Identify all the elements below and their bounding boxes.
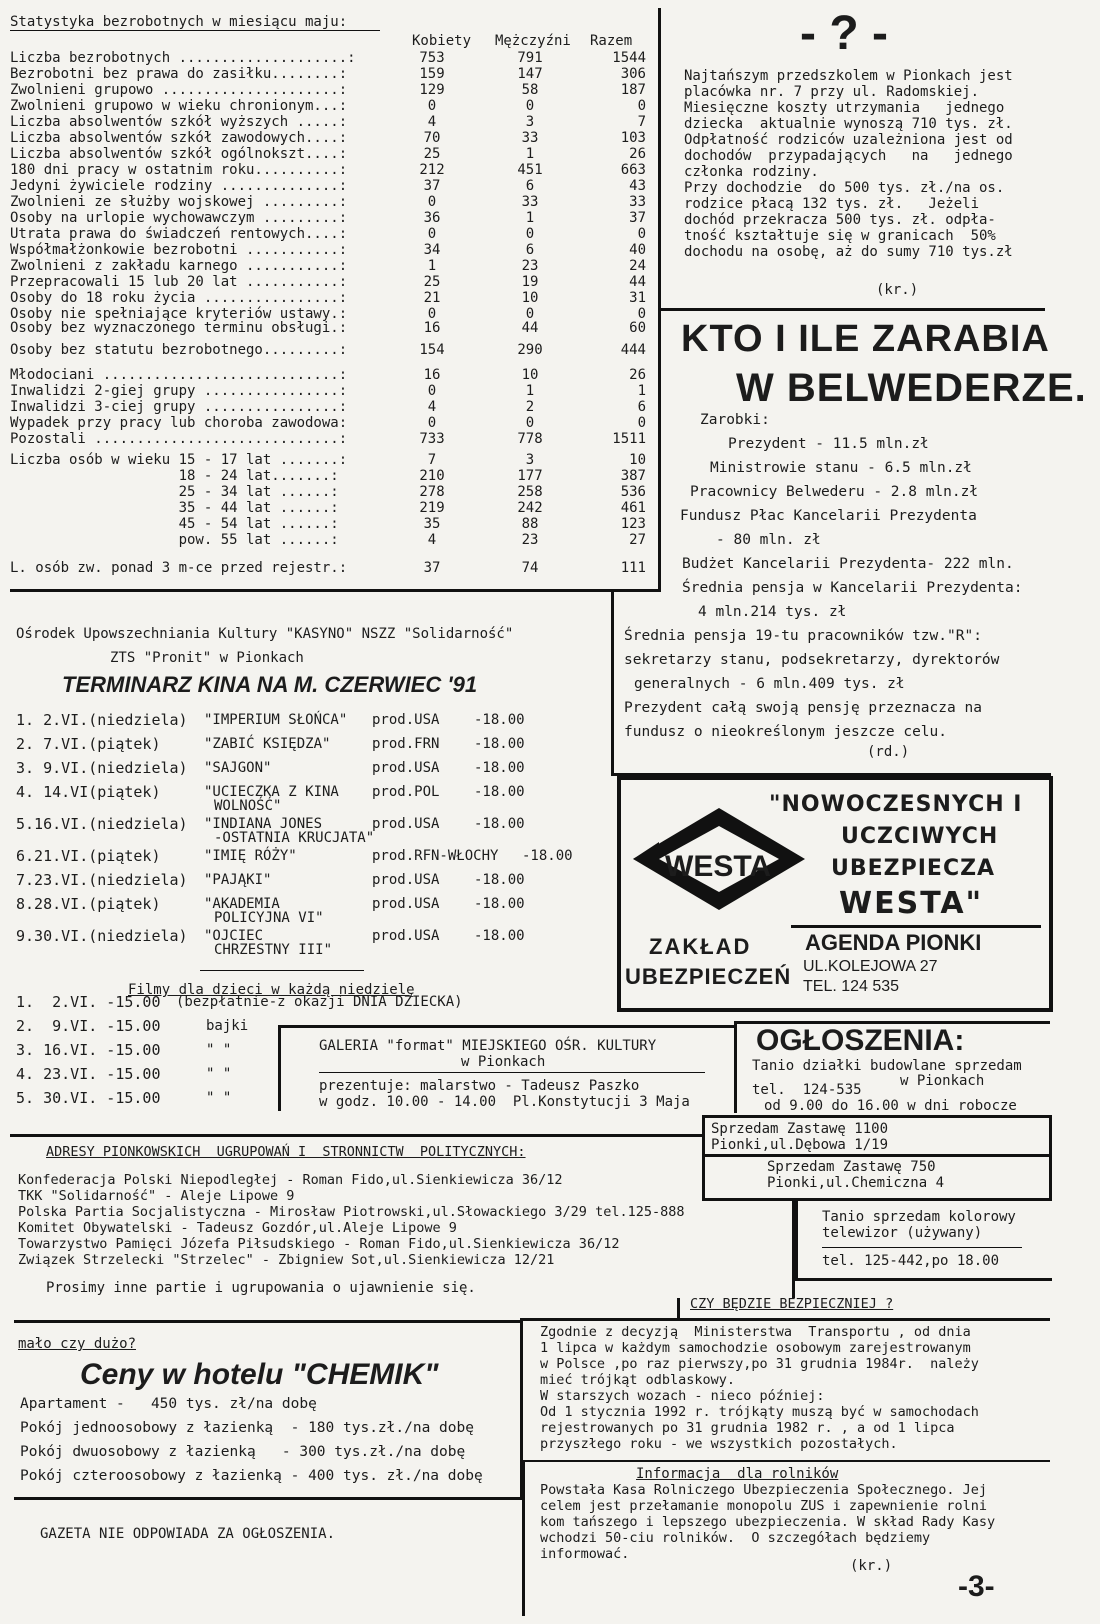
question-line: dochodów przypadających na jednego: [684, 148, 1013, 164]
stats-row-label: Liczba absolwentów szkół zawodowych....:: [10, 130, 348, 146]
safety-line: Od 1 stycznia 1992 r. trójkąty muszą być w samochodach: [540, 1404, 979, 1420]
stats-row-men: 0: [525, 306, 535, 322]
stats-row-label: Osoby na urlopie wychowawczym .........:: [10, 210, 348, 226]
ad1-line-1: Tanio działki budowlane sprzedam: [752, 1058, 1022, 1074]
stats-row-men: 451: [517, 162, 543, 178]
film-title: "INDIANA JONES: [204, 816, 323, 832]
ad3-box: [702, 1157, 1052, 1201]
galeria-line-4: w godz. 10.00 - 14.00 Pl.Konstytucji 3 Maja: [319, 1094, 690, 1110]
stats-row-men: 74: [521, 560, 539, 576]
galeria-line-2: w Pionkach: [461, 1054, 546, 1070]
kids-date: 2. 9.VI. -15.00: [16, 1017, 161, 1035]
kids-date: 1. 2.VI. -15.00: [16, 993, 161, 1011]
question-line: dochód przekracza 500 tys. zł. odpła-: [684, 212, 996, 228]
stats-row-total: 60: [629, 320, 646, 336]
kids-date: 3. 16.VI. -15.00: [16, 1041, 161, 1059]
stats-header-men: Mężczyźni: [495, 33, 571, 49]
film-time: -18.00: [474, 736, 525, 752]
stats-row-label: Liczba bezrobotnych ....................:: [10, 50, 356, 66]
stats-row-total: 1511: [612, 431, 646, 447]
belweder-line: Fundusz Płac Kancelarii Prezydenta: [680, 508, 977, 524]
kids-note: " ": [206, 1042, 232, 1058]
party-line: Towarzystwo Pamięci Józefa Piłsudskiego - Roman Fido,ul.Sienkiewicza 36/12: [18, 1236, 620, 1252]
stats-row-total: 6: [637, 399, 646, 415]
farmers-text: [540, 1482, 995, 1562]
stats-row-label: 25 - 34 lat ......:: [10, 484, 339, 500]
stats-row-label: Zwolnieni grupowo .....................:: [10, 82, 348, 98]
party-line: Komitet Obywatelski - Tadeusz Gozdór,ul.Aleje Lipowe 9: [18, 1220, 457, 1236]
stats-row-label: Osoby do 18 roku życia ................:: [10, 290, 348, 306]
belweder-line: sekretarzy stanu, podsekretarzy, dyrektorów: [624, 652, 1000, 668]
kids-title: Filmy dla dzieci w każdą niedzielę: [128, 982, 415, 998]
farmers-line: Powstała Kasa Rolniczego Ubezpieczenia Społecznego. Jej: [540, 1482, 988, 1498]
film-time: -18.00: [474, 760, 525, 776]
stats-row-women: 21: [423, 290, 441, 306]
stats-row-men: 177: [517, 468, 543, 484]
film-date: 4. 14.VI(piątek): [16, 783, 161, 801]
question-line: dziecka aktualnie wynoszą 710 tys. zł.: [684, 116, 1013, 132]
party-line: Polska Partia Socjalistyczna - Mirosław Piotrowski,ul.Słowackiego 3/29 tel.125-888: [18, 1204, 685, 1220]
stats-row-men: 290: [517, 342, 543, 358]
hotel-price-line: Apartament - 450 tys. zł/na dobę: [20, 1396, 317, 1412]
ad4-box: [795, 1201, 1052, 1281]
question-line: placówka nr. 7 przy ul. Radomskiej.: [684, 84, 980, 100]
belweder-line: Prezydent całą swoją pensję przeznacza na: [624, 700, 982, 716]
stats-row-men: 147: [517, 66, 543, 82]
question-title: - ? -: [800, 7, 888, 60]
parties-title: ADRESY PIONKOWSKICH UGRUPOWAŃ I STRONNICTW POLITYCZNYCH:: [46, 1144, 526, 1160]
kids-note: (bezpłatnie-z okazji DNIA DZIECKA): [176, 994, 463, 1010]
stats-row-label: Przepracowali 15 lub 20 lat ...........:: [10, 274, 348, 290]
stats-row-label: 18 - 24 lat.......:: [10, 468, 339, 484]
kids-note: bajki: [206, 1018, 249, 1034]
stats-row-total: 43: [629, 178, 646, 194]
stats-row-total: 111: [620, 560, 646, 576]
stats-row-women: 0: [427, 226, 437, 242]
film-date: 8.28.VI.(piątek): [16, 895, 161, 913]
stats-row-women: 753: [419, 50, 445, 66]
disclaimer: GAZETA NIE ODPOWIADA ZA OGŁOSZENIA.: [40, 1526, 336, 1542]
film-title-cont: CHRZESTNY III": [214, 942, 333, 958]
stats-row-men: 1: [525, 210, 535, 226]
westa-slogan-4: WESTA": [839, 886, 984, 921]
film-date: 5.16.VI.(niedziela): [16, 815, 188, 833]
westa-slogan-3: UBEZPIECZA: [831, 856, 996, 881]
stats-row-men: 0: [525, 98, 535, 114]
stats-row-men: 258: [517, 484, 543, 500]
film-title: "PAJĄKI": [204, 872, 272, 888]
stats-row-label: Zwolnieni ze służby wojskowej .........:: [10, 194, 348, 210]
film-title: "UCIECZKA Z KINA: [204, 784, 339, 800]
question-line: Przy dochodzie do 500 tys. zł./na os.: [684, 180, 1005, 196]
ads-title: OGŁOSZENIA:: [756, 1024, 965, 1057]
film-title: "IMPERIUM SŁOŃCA": [204, 712, 348, 728]
safety-text: [540, 1324, 979, 1452]
galeria-line-1: GALERIA "format" MIEJSKIEGO OŚR. KULTURY: [319, 1038, 657, 1054]
stats-row-label: Jedyni żywiciele rodziny ..............:: [10, 178, 348, 194]
stats-row-label: 35 - 44 lat ......:: [10, 500, 339, 516]
galeria-line-3: prezentuje: malarstwo - Tadeusz Paszko: [319, 1078, 640, 1094]
stats-row-men: 3: [525, 114, 535, 130]
farmers-line: wchodzi 50-ciu rolników. O szczegółach będziemy: [540, 1530, 931, 1546]
stats-row-label: Inwalidzi 3-ciej grupy ................:: [10, 399, 348, 415]
kids-date: 5. 30.VI. -15.00: [16, 1089, 161, 1107]
question-line: rodzice płacą 132 tys. zł. Jeżeli: [684, 196, 980, 212]
stats-row-women: 16: [423, 320, 441, 336]
galeria-box: [278, 1025, 734, 1111]
farmers-title: Informacja dla rolników: [636, 1466, 839, 1482]
question-line: tność kształtuje się w granicach 50%: [684, 228, 996, 244]
ad2-line-2: Pionki,ul.Dębowa 1/19: [711, 1137, 889, 1153]
stats-row-label: Osoby bez wyznaczonego terminu obsługi.:: [10, 320, 348, 336]
party-line: TKK "Solidarność" - Aleje Lipowe 9: [18, 1188, 295, 1204]
stats-row-label: Liczba osób w wieku 15 - 17 lat .......:: [10, 452, 348, 468]
stats-title: Statystyka bezrobotnych w miesiącu maju:: [10, 14, 348, 30]
film-date: 6.21.VI.(piątek): [16, 847, 161, 865]
film-prod: prod.POL: [372, 784, 440, 800]
stats-row-men: 19: [521, 274, 539, 290]
stats-header-women: Kobiety: [412, 33, 472, 49]
belweder-title-line2: W BELWEDERZE.: [736, 366, 1087, 410]
belweder-line: Prezydent - 11.5 mln.zł: [728, 436, 929, 452]
ad1-line-3: tel. 124-535: [752, 1082, 862, 1098]
stats-row-label: 180 dni pracy w ostatnim roku..........:: [10, 162, 348, 178]
stats-row-label: Bezrobotni bez prawa do zasiłku........:: [10, 66, 348, 82]
film-time: -18.00: [474, 816, 525, 832]
stats-row-women: 4: [427, 399, 437, 415]
cinema-header-1: Ośrodek Upowszechniania Kultury "KASYNO" NSZZ "Solidarność": [16, 626, 514, 642]
stats-row-total: 1: [637, 383, 646, 399]
stats-row-women: 0: [427, 306, 437, 322]
ad2-line-1: Sprzedam Zastawę 1100: [711, 1121, 889, 1137]
westa-slogan-1: "NOWOCZESNYCH I: [769, 792, 1023, 817]
farmers-signature: (kr.): [850, 1558, 893, 1574]
stats-row-label: Współmałżonkowie bezrobotni ...........:: [10, 242, 348, 258]
stats-row-label: Inwalidzi 2-giej grupy ................:: [10, 383, 348, 399]
westa-ad: [617, 776, 1053, 1012]
belweder-line: Zarobki:: [700, 412, 770, 428]
stats-row-women: 4: [427, 114, 437, 130]
stats-row-men: 6: [525, 242, 535, 258]
stats-row-total: 31: [629, 290, 646, 306]
film-prod: prod.USA: [372, 872, 440, 888]
film-title: "AKADEMIA: [204, 896, 280, 912]
parties-footer: Prosimy inne partie i ugrupowania o ujawnienie się.: [46, 1280, 476, 1296]
film-prod: prod.USA: [372, 712, 440, 728]
film-title-cont: -OSTATNIA KRUCJATA": [214, 830, 375, 846]
safety-title: CZY BĘDZIE BEZPIECZNIEJ ?: [690, 1296, 894, 1312]
hotel-kicker: mało czy dużo?: [18, 1336, 137, 1352]
stats-row-women: 0: [427, 98, 437, 114]
stats-row-women: 733: [419, 431, 445, 447]
safety-line: Zgodnie z decyzją Ministerstwa Transportu , od dnia: [540, 1324, 971, 1340]
film-prod: prod.USA: [372, 816, 440, 832]
stats-row-women: 70: [423, 130, 441, 146]
stats-row-men: 6: [525, 178, 535, 194]
stats-row-total: 10: [629, 452, 646, 468]
belweder-line: fundusz o nieokreślonym jeszcze celu.: [624, 724, 948, 740]
stats-row-women: 35: [423, 516, 441, 532]
stats-row-label: pow. 55 lat ......:: [10, 532, 339, 548]
stats-row-women: 1: [427, 258, 437, 274]
stats-row-total: 24: [629, 258, 646, 274]
safety-line: mieć trójkąt odblaskowy.: [540, 1372, 736, 1388]
stats-row-total: 27: [629, 532, 646, 548]
ad4-line-3: tel. 125-442,po 18.00: [822, 1253, 1000, 1269]
stats-row-women: 25: [423, 146, 441, 162]
stats-row-men: 10: [521, 367, 539, 383]
stats-row-total: 0: [637, 415, 646, 431]
film-title: "OJCIEC: [204, 928, 264, 944]
stats-row-total: 306: [620, 66, 646, 82]
stats-row-women: 7: [427, 452, 437, 468]
westa-slogan-2: UCZCIWYCH: [841, 824, 999, 849]
stats-row-women: 0: [427, 415, 437, 431]
party-line: Konfederacja Polski Niepodległej - Roman Fido,ul.Sienkiewicza 36/12: [18, 1172, 563, 1188]
stats-row-women: 219: [419, 500, 445, 516]
stats-row-label: Liczba absolwentów szkół wyższych .....:: [10, 114, 348, 130]
stats-row-total: 26: [629, 146, 646, 162]
belweder-line: Ministrowie stanu - 6.5 mln.zł: [710, 460, 972, 476]
stats-row-label: Osoby nie spełniające kryteriów ustawy.:: [10, 306, 348, 322]
stats-row-total: 103: [620, 130, 646, 146]
stats-row-label: L. osób zw. ponad 3 m-ce przed rejestr.:: [10, 560, 348, 576]
film-prod: prod.FRN: [372, 736, 440, 752]
film-date: 3. 9.VI.(niedziela): [16, 759, 188, 777]
safety-line: rejestrowanych po 31 grudnia 1982 r. , a od 1 lipca: [540, 1420, 955, 1436]
stats-row-label: Zwolnieni grupowo w wieku chronionym...:: [10, 98, 348, 114]
stats-row-total: 461: [620, 500, 646, 516]
film-time: -18.00: [522, 848, 573, 864]
stats-row-men: 88: [521, 516, 539, 532]
stats-row-total: 0: [637, 98, 646, 114]
stats-row-total: 1544: [612, 50, 646, 66]
film-prod: prod.USA: [372, 760, 440, 776]
film-date: 7.23.VI.(niedziela): [16, 871, 188, 889]
stats-row-total: 26: [629, 367, 646, 383]
belweder-line: - 80 mln. zł: [716, 532, 821, 548]
stats-row-women: 0: [427, 383, 437, 399]
stats-row-men: 778: [517, 431, 543, 447]
stats-row-total: 123: [620, 516, 646, 532]
stats-row-total: 387: [620, 468, 646, 484]
safety-line: przyszłego roku - we wszystkich pozostałych.: [540, 1436, 898, 1452]
page-number: -3-: [958, 1570, 995, 1603]
question-line: Najtańszym przedszkolem w Pionkach jest: [684, 68, 1013, 84]
safety-line: W starszych wozach - nieco później:: [540, 1388, 825, 1404]
stats-row-women: 16: [423, 367, 441, 383]
safety-line: w Polsce ,po raz pierwszy,po 31 grudnia 1984r. należy: [540, 1356, 979, 1372]
ad4-line-2: telewizor (używany): [822, 1225, 983, 1241]
stats-row-label: Wypadek przy pracy lub choroba zawodowa:: [10, 415, 348, 431]
film-time: -18.00: [474, 784, 525, 800]
kids-note: " ": [206, 1066, 232, 1082]
stats-row-men: 0: [525, 226, 535, 242]
film-title-cont: WOLNOŚĆ": [214, 798, 282, 814]
stats-row-men: 791: [517, 50, 543, 66]
safety-line: 1 lipca w każdym samochodzie osobowym zarejestrowanym: [540, 1340, 971, 1356]
stats-row-total: 663: [620, 162, 646, 178]
ad2-box: [702, 1115, 1052, 1157]
hotel-title: Ceny w hotelu "CHEMIK": [80, 1358, 439, 1391]
question-text: [684, 68, 1013, 260]
stats-row-label: Liczba absolwentów szkół ogólnokszt....:: [10, 146, 348, 162]
stats-row-women: 212: [419, 162, 445, 178]
stats-row-total: 40: [629, 242, 646, 258]
stats-row-women: 0: [427, 194, 437, 210]
westa-phone: TEL. 124 535: [803, 978, 900, 995]
film-date: 2. 7.VI.(piątek): [16, 735, 161, 753]
stats-row-men: 1: [525, 146, 535, 162]
farmers-line: celem jest przełamanie monopolu ZUS i zapewnienie rolni: [540, 1498, 988, 1514]
question-line: dochodu na osobę, aż do sumy 710 tys.zł: [684, 244, 1013, 260]
hotel-price-line: Pokój dwuosobowy z łazienką - 300 tys.zł./na dobę: [20, 1444, 466, 1460]
stats-row-label: Pozostali .............................:: [10, 431, 348, 447]
film-time: -18.00: [474, 712, 525, 728]
ad1-line-4: od 9.00 do 16.00 w dni robocze: [764, 1098, 1017, 1114]
stats-row-total: 536: [620, 484, 646, 500]
stats-row-men: 3: [525, 452, 535, 468]
stats-row-label: Zwolnieni z zakładu karnego ...........:: [10, 258, 348, 274]
stats-row-label: Utrata prawa do świadczeń rentowych....:: [10, 226, 348, 242]
ad4-line-1: Tanio sprzedam kolorowy: [822, 1209, 1016, 1225]
stats-row-women: 4: [427, 532, 437, 548]
stats-row-men: 44: [521, 320, 539, 336]
westa-company-2: UBEZPIECZEŃ: [625, 964, 792, 989]
stats-row-women: 154: [419, 342, 445, 358]
film-prod: prod.USA: [372, 928, 440, 944]
stats-row-women: 278: [419, 484, 445, 500]
hotel-price-line: Pokój czteroosobowy z łazienką - 400 tys. zł./na dobę: [20, 1468, 483, 1484]
westa-logo-text: WESTA: [665, 850, 772, 883]
stats-row-total: 44: [629, 274, 646, 290]
stats-row-men: 242: [517, 500, 543, 516]
stats-row-men: 23: [521, 258, 539, 274]
stats-row-men: 2: [525, 399, 535, 415]
belweder-line: 4 mln.214 tys. zł: [698, 604, 847, 620]
stats-row-total: 187: [620, 82, 646, 98]
belweder-line: generalnych - 6 mln.409 tys. zł: [634, 676, 905, 692]
stats-row-total: 0: [637, 226, 646, 242]
belweder-line: Średnia pensja w Kancelarii Prezydenta:: [682, 580, 1023, 596]
stats-row-label: Osoby bez statutu bezrobotnego.........:: [10, 342, 348, 358]
belweder-line: Pracownicy Belwederu - 2.8 mln.zł: [690, 484, 979, 500]
stats-row-total: 33: [629, 194, 646, 210]
stats-row-men: 58: [521, 82, 539, 98]
film-title-cont: POLICYJNA VI": [214, 910, 324, 926]
film-prod: prod.RFN-WŁOCHY: [372, 848, 499, 864]
stats-row-women: 37: [423, 560, 441, 576]
farmers-line: informować.: [540, 1546, 630, 1562]
stats-row-men: 33: [521, 194, 539, 210]
film-time: -18.00: [474, 872, 525, 888]
stats-row-women: 37: [423, 178, 441, 194]
stats-row-total: 0: [637, 306, 646, 322]
hotel-price-line: Pokój jednoosobowy z łazienką - 180 tys.zł./na dobę: [20, 1420, 474, 1436]
ad3-line-1: Sprzedam Zastawę 750: [767, 1159, 936, 1175]
cinema-header-2: ZTS "Pronit" w Pionkach: [110, 650, 304, 666]
cinema-title: TERMINARZ KINA NA M. CZERWIEC '91: [62, 672, 478, 697]
film-time: -18.00: [474, 896, 525, 912]
film-date: 9.30.VI.(niedziela): [16, 927, 188, 945]
stats-row-men: 0: [525, 415, 535, 431]
kids-date: 4. 23.VI. -15.00: [16, 1065, 161, 1083]
film-title: "ZABIĆ KSIĘDZA": [204, 736, 331, 752]
westa-address: UL.KOLEJOWA 27: [803, 958, 938, 975]
film-date: 1. 2.VI.(niedziela): [16, 711, 188, 729]
stats-row-women: 129: [419, 82, 445, 98]
film-title: "SAJGON": [204, 760, 272, 776]
stats-row-total: 444: [620, 342, 646, 358]
ad3-line-2: Pionki,ul.Chemiczna 4: [767, 1175, 945, 1191]
ad1-line-2: w Pionkach: [900, 1073, 985, 1089]
party-line: Związek Strzelecki "Strzelec" - Zbigniew Sot,ul.Sienkiewicza 12/21: [18, 1252, 555, 1268]
stats-row-women: 159: [419, 66, 445, 82]
stats-row-women: 25: [423, 274, 441, 290]
belweder-signature: (rd.): [867, 744, 910, 760]
belweder-title-line1: KTO I ILE ZARABIA: [681, 318, 1050, 360]
film-prod: prod.USA: [372, 896, 440, 912]
stats-row-label: 45 - 54 lat ......:: [10, 516, 339, 532]
stats-row-men: 33: [521, 130, 539, 146]
farmers-line: kom tańszego i lepszego ubezpieczenia. W skład Rady Kasy: [540, 1514, 996, 1530]
stats-row-label: Młodociani ............................:: [10, 367, 348, 383]
kids-note: " ": [206, 1090, 232, 1106]
stats-row-women: 36: [423, 210, 441, 226]
question-line: Miesięczne koszty utrzymania jednego: [684, 100, 1005, 116]
stats-row-men: 1: [525, 383, 535, 399]
stats-row-men: 10: [521, 290, 539, 306]
question-signature: (kr.): [876, 282, 919, 298]
stats-row-total: 37: [629, 210, 646, 226]
film-title: "IMIĘ RÓŻY": [204, 848, 297, 864]
question-line: członka rodziny.: [684, 164, 819, 180]
film-time: -18.00: [474, 928, 525, 944]
westa-agenda: AGENDA PIONKI: [805, 930, 982, 955]
westa-company-1: ZAKŁAD: [649, 934, 752, 959]
stats-row-women: 210: [419, 468, 445, 484]
stats-row-men: 23: [521, 532, 539, 548]
stats-header-total: Razem: [590, 33, 633, 49]
stats-row-women: 34: [423, 242, 441, 258]
belweder-line: Średnia pensja 19-tu pracowników tzw."R":: [624, 628, 982, 644]
belweder-line: Budżet Kancelarii Prezydenta- 222 mln.: [682, 556, 1014, 572]
stats-row-total: 7: [637, 114, 646, 130]
question-line: Odpłatność rodziców uzależniona jest od: [684, 132, 1013, 148]
